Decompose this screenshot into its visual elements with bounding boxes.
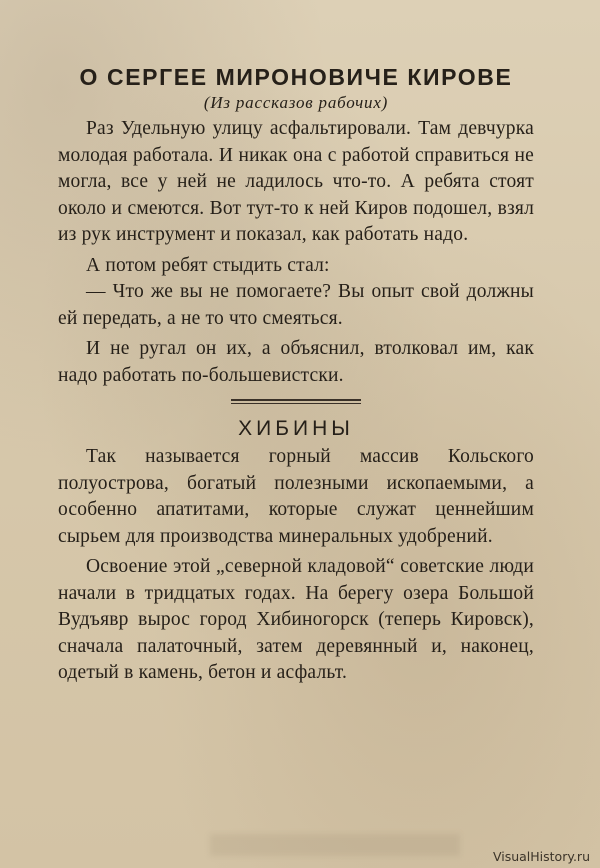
show-through-smudge — [210, 834, 460, 856]
section-divider — [231, 399, 361, 404]
paragraph-khibiny-1: Так называется горный массив Кольского полуострова, богатый полезными ископаемыми, а особенно апатитами, которые служат ценнейшим сырьем для производства минеральных удобрений. — [58, 446, 534, 547]
article-title-kirov: О СЕРГЕЕ МИРОНОВИЧЕ КИРОВЕ — [79, 64, 513, 90]
paragraph-khibiny-2: Освоение этой „северной кладовой“ советские люди начали в тридцатых годах. На берегу озера Большой Вудъявр вырос город Хибиногорск (теперь Кировск), сначала палаточный, затем деревянный и, наконец, одетый в камень, бетон и асфальт. — [58, 556, 534, 683]
paragraph-kirov-1: Раз Удельную улицу асфальтировали. Там девчурка молодая работала. И никак она с работой справиться не могла, все у ней не ладилось что-то. А ребята стоят около и смеются. Вот тут-то к ней Киров подошел, взял из рук инструмент и показал, как работать надо. — [58, 118, 534, 245]
paragraph-kirov-4: И не ругал он их, а объяснил, втолковал им, как надо работать по-большевистски. — [58, 338, 534, 386]
paragraph-kirov-3: — Что же вы не помогаете? Вы опыт свой должны ей передать, а не то что смеяться. — [58, 281, 534, 329]
source-watermark: VisualHistory.ru — [492, 849, 590, 864]
article-title-khibiny: ХИБИНЫ — [238, 417, 354, 440]
paragraph-kirov-2: А потом ребят стыдить стал: — [86, 254, 330, 276]
article-subtitle: (Из рассказов рабочих) — [203, 93, 389, 112]
